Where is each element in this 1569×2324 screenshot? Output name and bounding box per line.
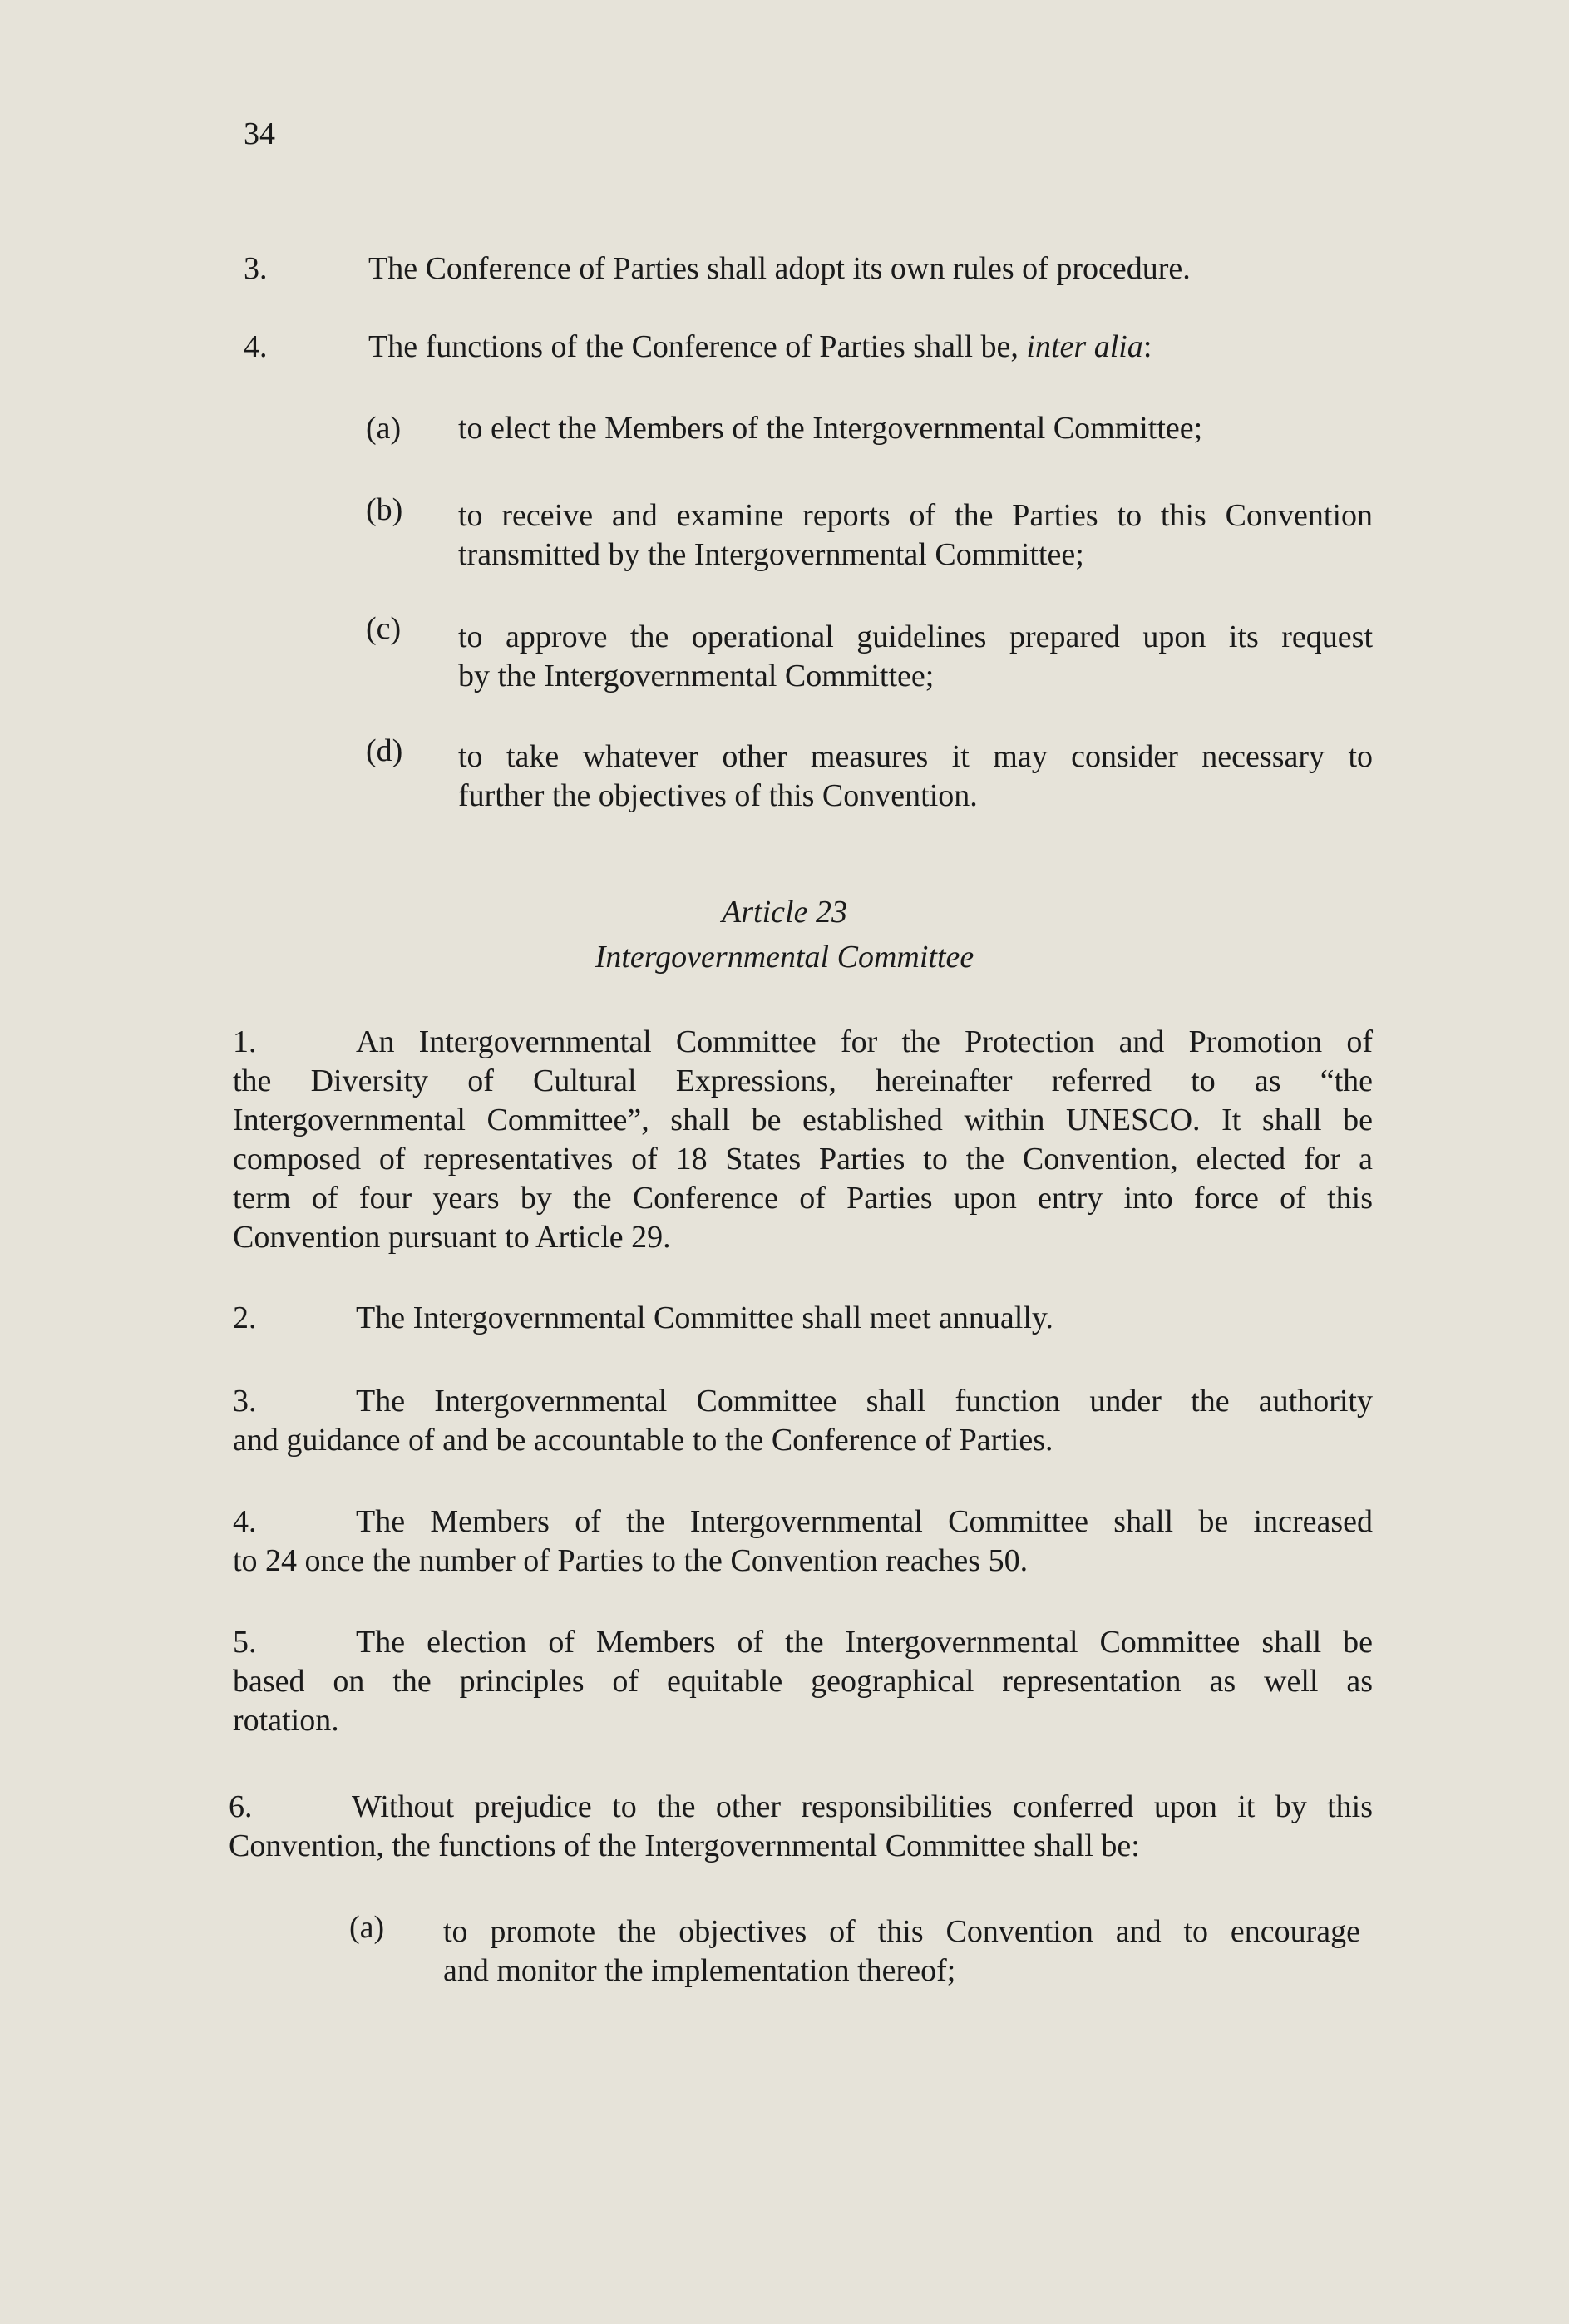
sub-item-label: (a) (366, 411, 402, 446)
paragraph-number: 6. (229, 1789, 253, 1824)
paragraph-first-line: The Intergovernmental Committee shall function under the authority (356, 1384, 1373, 1419)
paragraph-body: to 24 once the number of Parties to the Convention reaches 50. (233, 1543, 1029, 1578)
sub-item-label: (b) (366, 492, 403, 527)
paragraph-number: 3. (233, 1384, 257, 1419)
paragraph-first-line: The Members of the Intergovernmental Committee shall be increased (356, 1504, 1373, 1539)
paragraph-body: based on the principles of equitable geographical representation as well as rotation. (233, 1664, 1373, 1738)
paragraph-number: 2. (233, 1300, 257, 1335)
paragraph-body: Convention, the functions of the Intergovernmental Committee shall be: (229, 1828, 1140, 1863)
item-text: The functions of the Conference of Parties shall be, inter alia: (368, 329, 1152, 364)
sub-item-label: (d) (366, 733, 403, 768)
paragraph-number: 4. (233, 1504, 257, 1539)
item-number: 4. (244, 329, 268, 364)
paragraph-body: and guidance of and be accountable to the Conference of Parties. (233, 1423, 1053, 1458)
item-number: 3. (244, 251, 268, 286)
sub-item-text: to approve the operational guidelines prepared upon its request by the Intergovernmental Committee; (458, 619, 1373, 693)
paragraph-body: the Diversity of Cultural Expressions, hereinafter referred to as “the Intergovernmental Committee”, shall be established within UNESCO. It shall be composed of representatives of 18 States Parties to the Convention, elected for a term of four years by the Conference of Parties upon entry into force of this Convention pursuant to Article 29. (233, 1063, 1373, 1255)
item-text: The Conference of Parties shall adopt its own rules of procedure. (368, 251, 1191, 286)
sub-item-text: to promote the objectives of this Convention and to encourage and monitor the implementation thereof; (443, 1914, 1360, 1988)
sub-item-text: to elect the Members of the Intergovernmental Committee; (458, 411, 1203, 446)
paragraph-number: 1. (233, 1024, 257, 1059)
paragraph-first-line: The Intergovernmental Committee shall meet annually. (356, 1300, 1053, 1335)
paragraph-first-line: An Intergovernmental Committee for the Protection and Promotion of (356, 1024, 1373, 1059)
sub-item-label: (a) (349, 1910, 385, 1945)
article-title: Intergovernmental Committee (595, 940, 974, 975)
page-number: 34 (244, 116, 275, 151)
sub-item-text: to take whatever other measures it may consider necessary to further the objectives of this Convention. (458, 739, 1373, 813)
paragraph-number: 5. (233, 1625, 257, 1660)
article-number: Article 23 (722, 895, 847, 930)
sub-item-text: to receive and examine reports of the Parties to this Convention transmitted by the Intergovernmental Committee; (458, 498, 1373, 572)
paragraph-first-line: Without prejudice to the other responsibilities conferred upon it by this (352, 1789, 1373, 1824)
sub-item-label: (c) (366, 611, 402, 646)
paragraph-first-line: The election of Members of the Intergovernmental Committee shall be (356, 1625, 1373, 1660)
